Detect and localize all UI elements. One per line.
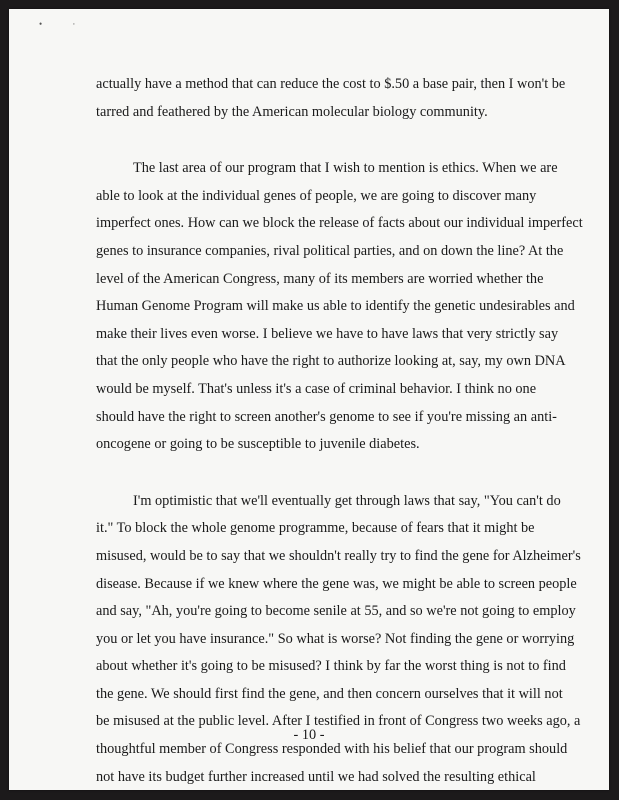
text-line: that the only people who have the right to authorize looking at, say, my own DNA — [96, 353, 566, 370]
text-line: Human Genome Program will make us able to identify the genetic undesirables and — [96, 298, 575, 315]
text-line: thoughtful member of Congress responded with his belief that our program should — [96, 741, 568, 758]
paragraph — [96, 71, 566, 126]
document-page — [9, 9, 609, 790]
text-line: imperfect ones. How can we block the release of facts about our individual imperfect — [96, 215, 583, 232]
text-line: genes to insurance companies, rival political parties, and on down the line? At the — [96, 242, 564, 259]
text-line: misused, would be to say that we shouldn't really try to find the gene for Alzheimer's — [96, 547, 581, 564]
paragraph-gap — [96, 459, 528, 488]
text-line: not have its budget further increased until we had solved the resulting ethical — [96, 768, 536, 785]
corner-marks: • · — [39, 19, 90, 29]
text-line: The last area of our program that I wish to mention is ethics. When we are — [133, 160, 558, 177]
text-line: it." To block the whole genome programme, because of fears that it might be — [96, 520, 535, 537]
text-line: disease. Because if we knew where the gene was, we might be able to screen people — [96, 575, 577, 592]
text-line: should have the right to screen another's genome to see if you're missing an anti- — [96, 408, 557, 425]
text-line: about whether it's going to be misused? I think by far the worst thing is not to find — [96, 658, 566, 675]
text-line: able to look at the individual genes of people, we are going to discover many — [96, 187, 537, 204]
text-line: actually have a method that can reduce the cost to $.50 a base pair, then I won't be — [96, 76, 566, 92]
paragraph-gap — [96, 126, 528, 155]
paragraph — [96, 155, 583, 459]
text-line: would be myself. That's unless it's a case of criminal behavior. I think no one — [96, 380, 537, 397]
text-line: the gene. We should first find the gene, and then concern ourselves that it will not — [96, 685, 563, 702]
paragraph — [96, 488, 581, 792]
page-number: - 10 - — [293, 727, 325, 743]
text-line: I'm optimistic that we'll eventually get through laws that say, "You can't do — [133, 492, 561, 509]
text-line: oncogene or going to be susceptible to juvenile diabetes. — [96, 436, 420, 453]
text-line: tarred and feathered by the American molecular biology community. — [96, 103, 488, 120]
text-line: and say, "Ah, you're going to become senile at 55, and so we're not going to employ — [96, 603, 576, 620]
text-line: you or let you have insurance." So what is worse? Not finding the gene or worrying — [96, 630, 575, 647]
body-text — [96, 71, 583, 791]
text-line: level of the American Congress, many of its members are worried whether the — [96, 270, 544, 287]
text-line: be misused at the public level. After I testified in front of Congress two weeks ago, a — [96, 713, 581, 730]
text-line: make their lives even worse. I believe we have to have laws that very strictly say — [96, 325, 559, 342]
